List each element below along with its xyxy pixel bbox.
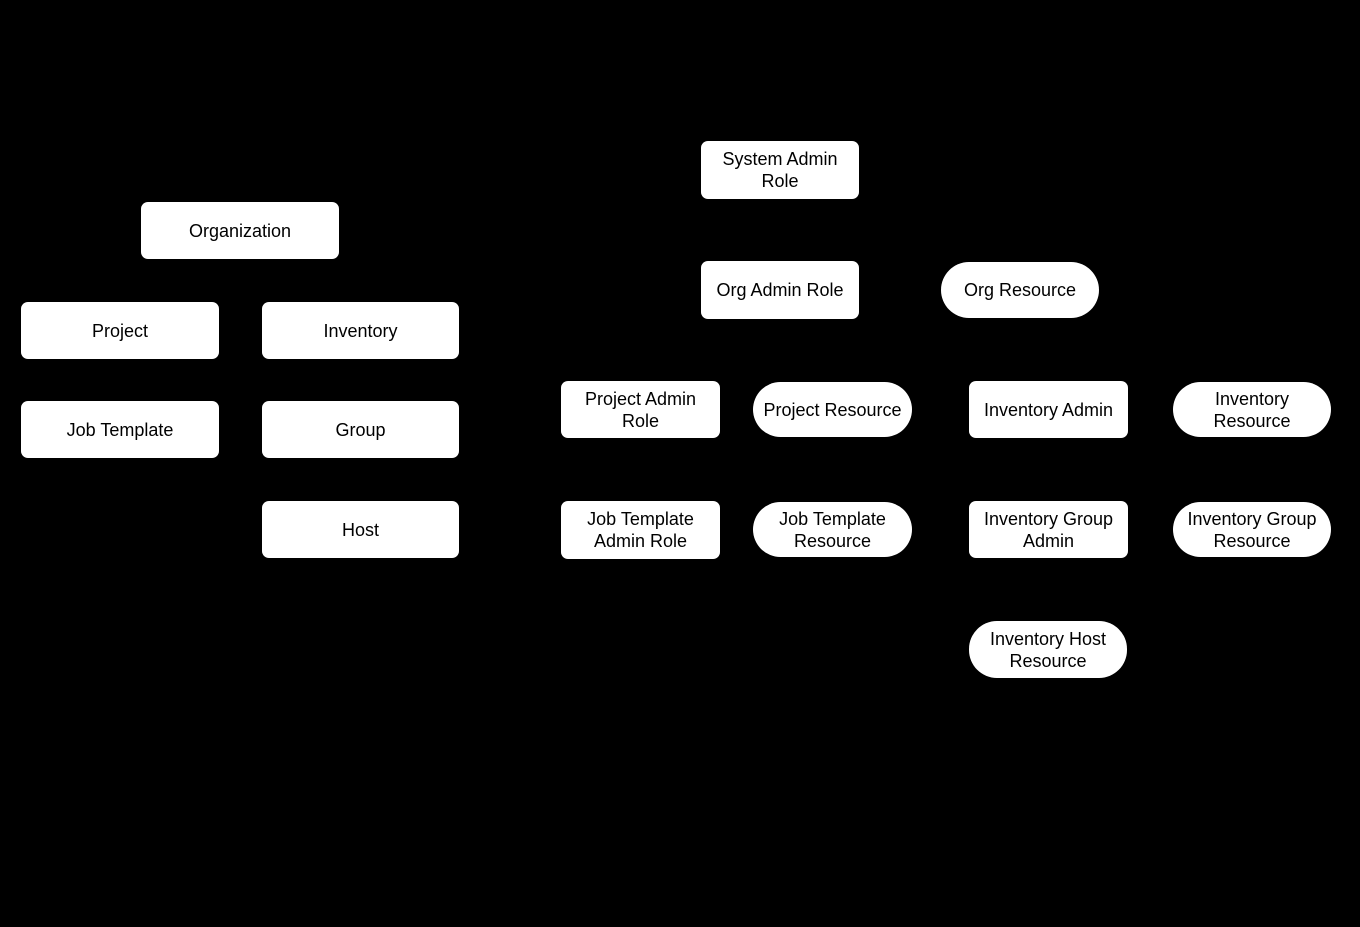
inventory-group-admin-label: Inventory Group Admin [983,508,1114,551]
inventory-resource-node [1173,382,1331,437]
job-template-resource-node [753,502,912,557]
organization-label: Organization [188,220,292,241]
job-template-admin-role-node [561,501,720,559]
host-label: Host [341,519,379,540]
org-admin-role-label: Org Admin Role [716,280,844,300]
inventory-admin-label: Inventory Admin [983,399,1114,420]
project-node [21,302,219,359]
inventory-resource-label: Inventory Resource [1213,388,1291,431]
inventory-group-resource-node [1173,502,1331,557]
inventory-label: Inventory [323,320,398,341]
inventory-host-resource-node [969,621,1127,678]
job-template-label: Job Template [66,419,174,440]
organization-node [141,202,339,259]
org-resource-label: Org Resource [963,280,1077,300]
inventory-admin-node [969,381,1128,438]
inventory-node [262,302,459,359]
group-label: Group [335,419,386,440]
project-resource-node [753,382,912,437]
inventory-group-resource-label: Inventory Group Resource [1187,508,1317,551]
system-admin-role-label: System Admin Role [722,149,838,191]
host-node [262,501,459,558]
project-admin-role-label: Project Admin Role [584,388,697,431]
group-node [262,401,459,458]
org-resource-node [941,262,1099,318]
project-resource-label: Project Resource [763,399,902,420]
inventory-host-resource-label: Inventory Host Resource [989,628,1107,671]
inventory-group-admin-node [969,501,1128,558]
project-label: Project [91,320,149,341]
job-template-node [21,401,219,458]
job-template-resource-label: Job Template Resource [779,508,886,551]
system-admin-role-node [701,141,859,199]
org-admin-role-node [701,261,859,319]
job-template-admin-role-label: Job Template Admin Role [587,509,694,551]
project-admin-role-node [561,381,720,438]
